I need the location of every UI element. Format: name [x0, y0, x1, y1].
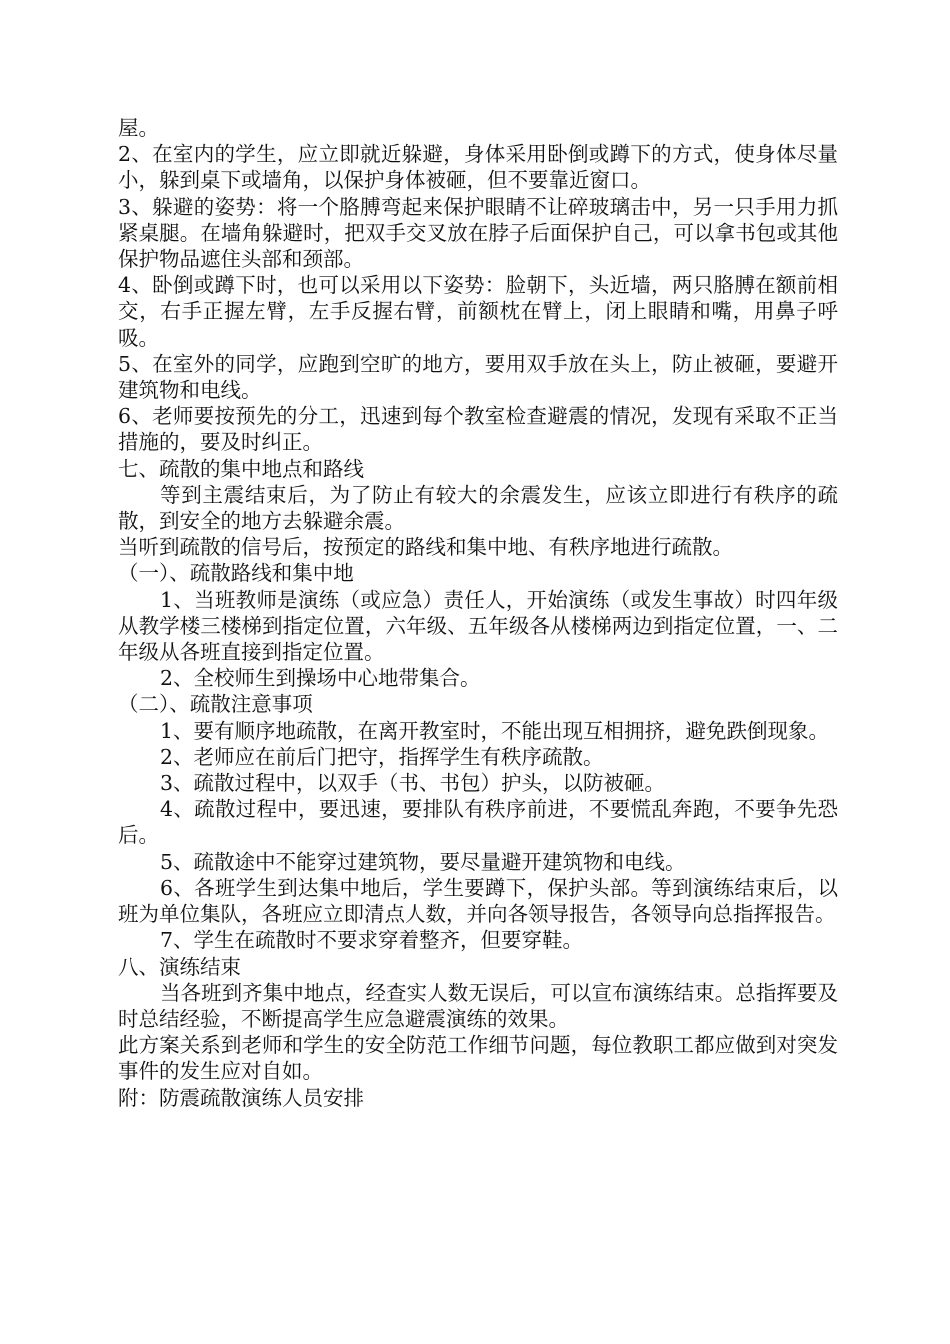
section-heading-8: 八、演练结束	[118, 954, 241, 979]
paragraph-drill-end: 当各班到齐集中地点，经查实人数无误后，可以宣布演练结束。总指挥要及时总结经验，不断提高学生应急避震演练的效果。	[118, 980, 838, 1031]
subsection-heading-1: （一）、疏散路线和集中地	[118, 561, 354, 586]
paragraph-notice-3: 3、疏散过程中，以双手（书、书包）护头，以防被砸。	[160, 771, 666, 796]
paragraph-notice-7: 7、学生在疏散时不要求穿着整齐，但要穿鞋。	[160, 928, 584, 953]
paragraph-item-4: 4、卧倒或蹲下时，也可以采用以下姿势：脸朝下，头近墙，两只胳膊在额前相交，右手正握左臂，左手反握右臂，前额枕在臂上，闭上眼睛和嘴，用鼻子呼吸。	[118, 273, 838, 350]
paragraph-evacuation-signal: 当听到疏散的信号后，按预定的路线和集中地、有秩序地进行疏散。	[118, 535, 733, 560]
paragraph-item-6: 6、老师要按预先的分工，迅速到每个教室检查避震的情况，发现有采取不正当措施的，要及时纠正。	[118, 404, 838, 455]
subsection-heading-2: （二）、疏散注意事项	[118, 692, 313, 717]
section-heading-7: 七、疏散的集中地点和路线	[118, 456, 364, 481]
paragraph-route-2: 2、全校师生到操场中心地带集合。	[160, 666, 481, 691]
paragraph-notice-6: 6、各班学生到达集中地后，学生要蹲下，保护头部。等到演练结束后，以班为单位集队，各班应立即清点人数，并向各领导报告，各领导向总指挥报告。	[118, 875, 838, 927]
paragraph-notice-4: 4、疏散过程中，要迅速，要排队有秩序前进，不要慌乱奔跑，不要争先恐后。	[118, 797, 838, 848]
paragraph-item-5: 5、在室外的同学，应跑到空旷的地方，要用双手放在头上，防止被砸，要避开建筑物和电线。	[118, 351, 838, 403]
paragraph-appendix: 附：防震疏散演练人员安排	[118, 1085, 364, 1110]
paragraph-item-3: 3、躲避的姿势：将一个胳膊弯起来保护眼睛不让碎玻璃击中，另一只手用力抓紧桌腿。在墙角躲避时，把双手交叉放在脖子后面保护自己，可以拿书包或其他保护物品遮住头部和颈部。	[118, 194, 838, 272]
paragraph-notice-5: 5、疏散途中不能穿过建筑物，要尽量避开建筑物和电线。	[160, 849, 686, 874]
paragraph-notice-2: 2、老师应在前后门把守，指挥学生有秩序疏散。	[160, 744, 604, 769]
paragraph-evacuation-intro: 等到主震结束后，为了防止有较大的余震发生，应该立即进行有秩序的疏散，到安全的地方去躲避余震。	[118, 482, 838, 534]
paragraph-notice-1: 1、要有顺序地疏散，在离开教室时，不能出现互相拥挤，避免跌倒现象。	[160, 718, 830, 743]
paragraph-route-1: 1、当班教师是演练（或应急）责任人，开始演练（或发生事故）时四年级从教学楼三楼梯到指定位置，六年级、五年级各从楼梯两边到指定位置，一、二年级从各班直接到指定位置。	[118, 587, 838, 665]
paragraph-item-2: 2、在室内的学生，应立即就近躲避，身体采用卧倒或蹲下的方式，使身体尽量小，躲到桌下或墙角，以保护身体被砸，但不要靠近窗口。	[118, 142, 838, 193]
document-page	[118, 115, 838, 1111]
paragraph-continuation: 屋。	[118, 116, 159, 140]
paragraph-closing: 此方案关系到老师和学生的安全防范工作细节问题，每位教职工都应做到对突发事件的发生应对自如。	[118, 1033, 838, 1084]
